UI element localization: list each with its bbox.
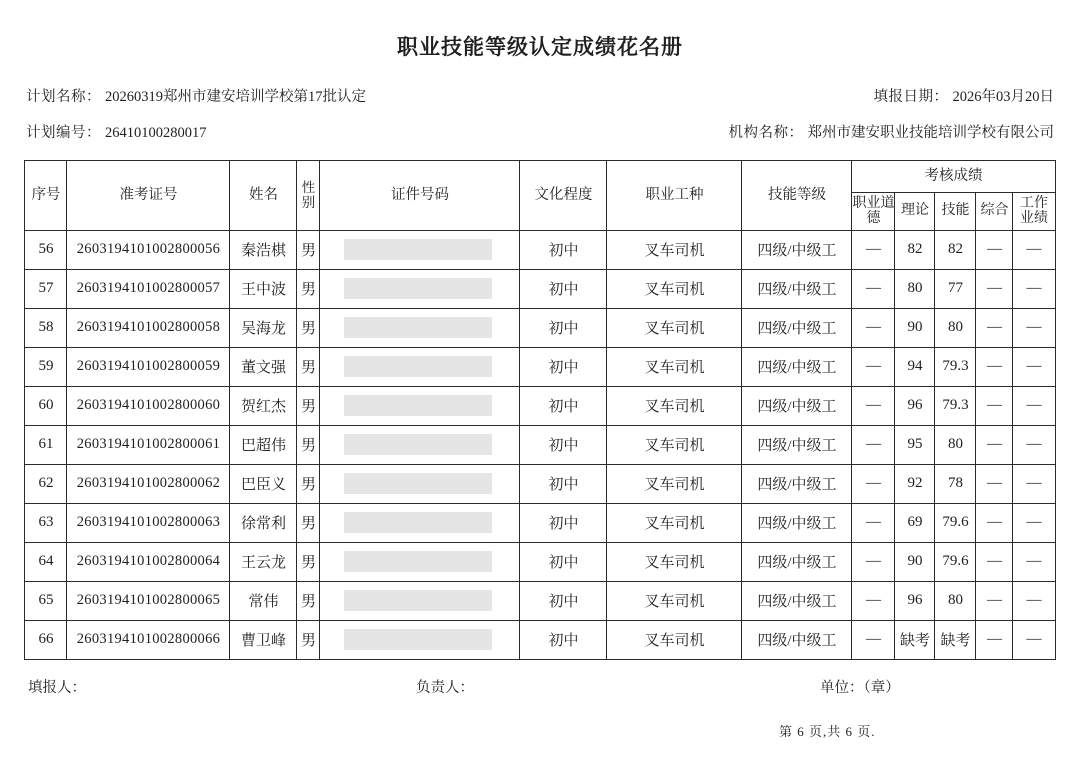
cell-ethics-score: — [852, 269, 895, 308]
cell-occupation: 叉车司机 [607, 230, 742, 269]
cell-skill-score: 缺考 [935, 620, 976, 659]
cell-name: 董文强 [230, 347, 297, 386]
cell-seq: 63 [25, 503, 67, 542]
cell-comprehensive-score: — [976, 269, 1013, 308]
cell-work-performance-score: — [1013, 542, 1055, 581]
cell-id-number [320, 620, 520, 659]
cell-name: 徐常利 [230, 503, 297, 542]
cell-gender: 男 [297, 503, 320, 542]
cell-skill-level: 四级/中级工 [742, 269, 852, 308]
cell-comprehensive-score: — [976, 347, 1013, 386]
cell-education: 初中 [520, 425, 607, 464]
cell-education: 初中 [520, 581, 607, 620]
cell-skill-level: 四级/中级工 [742, 503, 852, 542]
cell-ethics-score: — [852, 503, 895, 542]
cell-comprehensive-score: — [976, 386, 1013, 425]
org-name-label: 机构名称： [728, 125, 804, 142]
cell-occupation: 叉车司机 [607, 386, 742, 425]
redacted-id-block [344, 629, 492, 650]
plan-name-label: 计划名称： [26, 89, 101, 105]
cell-theory-score: 90 [895, 308, 935, 347]
table-row [25, 230, 1055, 269]
cell-seq: 59 [25, 347, 67, 386]
cell-id-number [320, 464, 520, 503]
org-name-value: 郑州市建安职业技能培训学校有限公司 [807, 125, 1054, 142]
cell-theory-score: 缺考 [895, 620, 935, 659]
cell-ethics-score: — [852, 542, 895, 581]
col-header-skill-level: 技能等级 [742, 160, 852, 230]
redacted-id-block [344, 356, 492, 377]
cell-skill-level: 四级/中级工 [742, 347, 852, 386]
cell-skill-score: 79.3 [935, 347, 976, 386]
cell-name: 王云龙 [230, 542, 297, 581]
cell-ticket-number: 2603194101002800061 [67, 425, 230, 464]
cell-seq: 65 [25, 581, 67, 620]
table-row [25, 308, 1055, 347]
col-header-comprehensive: 综合 [976, 192, 1013, 230]
plan-name-value: 20260319郑州市建安培训学校第17批认定 [105, 89, 366, 105]
cell-ticket-number: 2603194101002800059 [67, 347, 230, 386]
org-name [729, 125, 1055, 142]
table-header [25, 160, 1055, 230]
cell-ethics-score: — [852, 308, 895, 347]
cell-work-performance-score: — [1013, 230, 1055, 269]
table-row [25, 347, 1055, 386]
col-header-occupation: 职业工种 [607, 160, 742, 230]
cell-id-number [320, 425, 520, 464]
cell-comprehensive-score: — [976, 542, 1013, 581]
table-row [25, 269, 1055, 308]
cell-name: 王中波 [230, 269, 297, 308]
cell-skill-level: 四级/中级工 [742, 542, 852, 581]
cell-gender: 男 [297, 425, 320, 464]
cell-name: 曹卫峰 [230, 620, 297, 659]
table-row [25, 464, 1055, 503]
cell-theory-score: 92 [895, 464, 935, 503]
col-header-seq: 序号 [25, 160, 67, 230]
plan-number-value: 26410100280017 [105, 125, 207, 142]
cell-education: 初中 [520, 503, 607, 542]
plan-name [26, 89, 366, 106]
document-meta [26, 89, 1054, 143]
cell-ethics-score: — [852, 620, 895, 659]
cell-skill-level: 四级/中级工 [742, 464, 852, 503]
cell-comprehensive-score: — [976, 308, 1013, 347]
cell-ethics-score: — [852, 347, 895, 386]
cell-occupation: 叉车司机 [607, 503, 742, 542]
table-row [25, 542, 1055, 581]
cell-comprehensive-score: — [976, 230, 1013, 269]
cell-id-number [320, 542, 520, 581]
cell-comprehensive-score: — [976, 581, 1013, 620]
cell-id-number [320, 347, 520, 386]
cell-name: 贺红杰 [230, 386, 297, 425]
cell-education: 初中 [520, 464, 607, 503]
cell-occupation: 叉车司机 [607, 581, 742, 620]
meta-row-1 [26, 89, 1054, 106]
cell-ethics-score: — [852, 425, 895, 464]
cell-ethics-score: — [852, 464, 895, 503]
cell-skill-level: 四级/中级工 [742, 230, 852, 269]
cell-theory-score: 95 [895, 425, 935, 464]
cell-work-performance-score: — [1013, 269, 1055, 308]
cell-name: 吴海龙 [230, 308, 297, 347]
cell-ticket-number: 2603194101002800064 [67, 542, 230, 581]
table-row [25, 581, 1055, 620]
cell-comprehensive-score: — [976, 464, 1013, 503]
plan-number [26, 125, 207, 142]
report-date-label: 填报日期： [873, 89, 949, 105]
cell-ticket-number: 2603194101002800058 [67, 308, 230, 347]
report-date [874, 89, 1055, 106]
cell-occupation: 叉车司机 [607, 425, 742, 464]
cell-skill-score: 77 [935, 269, 976, 308]
cell-skill-score: 80 [935, 308, 976, 347]
cell-id-number [320, 386, 520, 425]
cell-gender: 男 [297, 230, 320, 269]
cell-ticket-number: 2603194101002800056 [67, 230, 230, 269]
cell-gender: 男 [297, 269, 320, 308]
filler-label: 填报人： [28, 679, 86, 696]
col-header-ethics: 职业道德 [852, 192, 895, 230]
cell-ticket-number: 2603194101002800057 [67, 269, 230, 308]
cell-theory-score: 80 [895, 269, 935, 308]
cell-ticket-number: 2603194101002800062 [67, 464, 230, 503]
col-header-skill: 技能 [935, 192, 976, 230]
cell-skill-level: 四级/中级工 [742, 425, 852, 464]
page-title: 职业技能等级认定成绩花名册 [397, 35, 683, 59]
cell-seq: 61 [25, 425, 67, 464]
cell-work-performance-score: — [1013, 308, 1055, 347]
cell-education: 初中 [520, 308, 607, 347]
redacted-id-block [344, 239, 492, 260]
cell-occupation: 叉车司机 [607, 269, 742, 308]
cell-seq: 62 [25, 464, 67, 503]
cell-skill-score: 79.3 [935, 386, 976, 425]
cell-skill-score: 82 [935, 230, 976, 269]
cell-comprehensive-score: — [976, 503, 1013, 542]
redacted-id-block [344, 551, 492, 572]
cell-skill-score: 80 [935, 425, 976, 464]
cell-ethics-score: — [852, 386, 895, 425]
cell-theory-score: 96 [895, 581, 935, 620]
cell-skill-score: 80 [935, 581, 976, 620]
cell-education: 初中 [520, 542, 607, 581]
meta-row-2 [26, 125, 1054, 142]
cell-theory-score: 90 [895, 542, 935, 581]
unit-seal-label: 单位：（章） [820, 679, 900, 696]
cell-gender: 男 [297, 542, 320, 581]
cell-education: 初中 [520, 386, 607, 425]
cell-theory-score: 82 [895, 230, 935, 269]
cell-work-performance-score: — [1013, 386, 1055, 425]
cell-id-number [320, 269, 520, 308]
cell-ticket-number: 2603194101002800060 [67, 386, 230, 425]
cell-skill-score: 78 [935, 464, 976, 503]
redacted-id-block [344, 278, 492, 299]
cell-seq: 56 [25, 230, 67, 269]
col-header-score-group: 考核成绩 [852, 160, 1055, 192]
cell-name: 常伟 [230, 581, 297, 620]
redacted-id-block [344, 434, 492, 455]
cell-theory-score: 69 [895, 503, 935, 542]
cell-name: 秦浩棋 [230, 230, 297, 269]
col-header-name: 姓名 [230, 160, 297, 230]
cell-gender: 男 [297, 386, 320, 425]
cell-occupation: 叉车司机 [607, 542, 742, 581]
page-number-indicator: 第 6 页,共 6 页. [779, 724, 876, 739]
cell-skill-score: 79.6 [935, 503, 976, 542]
table-body [25, 230, 1055, 659]
cell-skill-level: 四级/中级工 [742, 308, 852, 347]
cell-ticket-number: 2603194101002800063 [67, 503, 230, 542]
cell-occupation: 叉车司机 [607, 620, 742, 659]
cell-comprehensive-score: — [976, 620, 1013, 659]
cell-skill-level: 四级/中级工 [742, 620, 852, 659]
cell-seq: 57 [25, 269, 67, 308]
cell-skill-score: 79.6 [935, 542, 976, 581]
cell-seq: 66 [25, 620, 67, 659]
cell-education: 初中 [520, 269, 607, 308]
cell-seq: 58 [25, 308, 67, 347]
cell-theory-score: 94 [895, 347, 935, 386]
col-header-work-performance: 工作业绩 [1013, 192, 1055, 230]
cell-work-performance-score: — [1013, 620, 1055, 659]
cell-work-performance-score: — [1013, 581, 1055, 620]
cell-gender: 男 [297, 347, 320, 386]
header-row-group [25, 160, 1055, 192]
cell-gender: 男 [297, 464, 320, 503]
cell-seq: 64 [25, 542, 67, 581]
redacted-id-block [344, 473, 492, 494]
cell-work-performance-score: — [1013, 464, 1055, 503]
table-row [25, 425, 1055, 464]
cell-theory-score: 96 [895, 386, 935, 425]
col-header-ticket: 准考证号 [67, 160, 230, 230]
cell-ticket-number: 2603194101002800066 [67, 620, 230, 659]
cell-education: 初中 [520, 620, 607, 659]
cell-id-number [320, 230, 520, 269]
cell-education: 初中 [520, 347, 607, 386]
cell-skill-level: 四级/中级工 [742, 386, 852, 425]
table-row [25, 620, 1055, 659]
cell-skill-level: 四级/中级工 [742, 581, 852, 620]
cell-work-performance-score: — [1013, 425, 1055, 464]
cell-ethics-score: — [852, 230, 895, 269]
redacted-id-block [344, 512, 492, 533]
cell-name: 巴超伟 [230, 425, 297, 464]
cell-work-performance-score: — [1013, 503, 1055, 542]
cell-id-number [320, 581, 520, 620]
table-row [25, 386, 1055, 425]
cell-gender: 男 [297, 581, 320, 620]
col-header-education: 文化程度 [520, 160, 607, 230]
col-header-id-number: 证件号码 [320, 160, 520, 230]
cell-comprehensive-score: — [976, 425, 1013, 464]
cell-ticket-number: 2603194101002800065 [67, 581, 230, 620]
signature-row [0, 676, 1080, 698]
redacted-id-block [344, 590, 492, 611]
report-date-value: 2026年03月20日 [952, 89, 1054, 105]
cell-work-performance-score: — [1013, 347, 1055, 386]
cell-ethics-score: — [852, 581, 895, 620]
cell-id-number [320, 503, 520, 542]
cell-gender: 男 [297, 620, 320, 659]
cell-id-number [320, 308, 520, 347]
cell-name: 巴臣义 [230, 464, 297, 503]
cell-seq: 60 [25, 386, 67, 425]
cell-education: 初中 [520, 230, 607, 269]
col-header-theory: 理论 [895, 192, 935, 230]
cell-occupation: 叉车司机 [607, 347, 742, 386]
cell-occupation: 叉车司机 [607, 308, 742, 347]
plan-number-label: 计划编号： [26, 125, 101, 142]
redacted-id-block [344, 395, 492, 416]
redacted-id-block [344, 317, 492, 338]
score-roster-table [24, 160, 1055, 660]
manager-label: 负责人： [416, 679, 474, 696]
cell-occupation: 叉车司机 [607, 464, 742, 503]
table-row [25, 503, 1055, 542]
col-header-gender: 性别 [297, 160, 320, 230]
cell-gender: 男 [297, 308, 320, 347]
